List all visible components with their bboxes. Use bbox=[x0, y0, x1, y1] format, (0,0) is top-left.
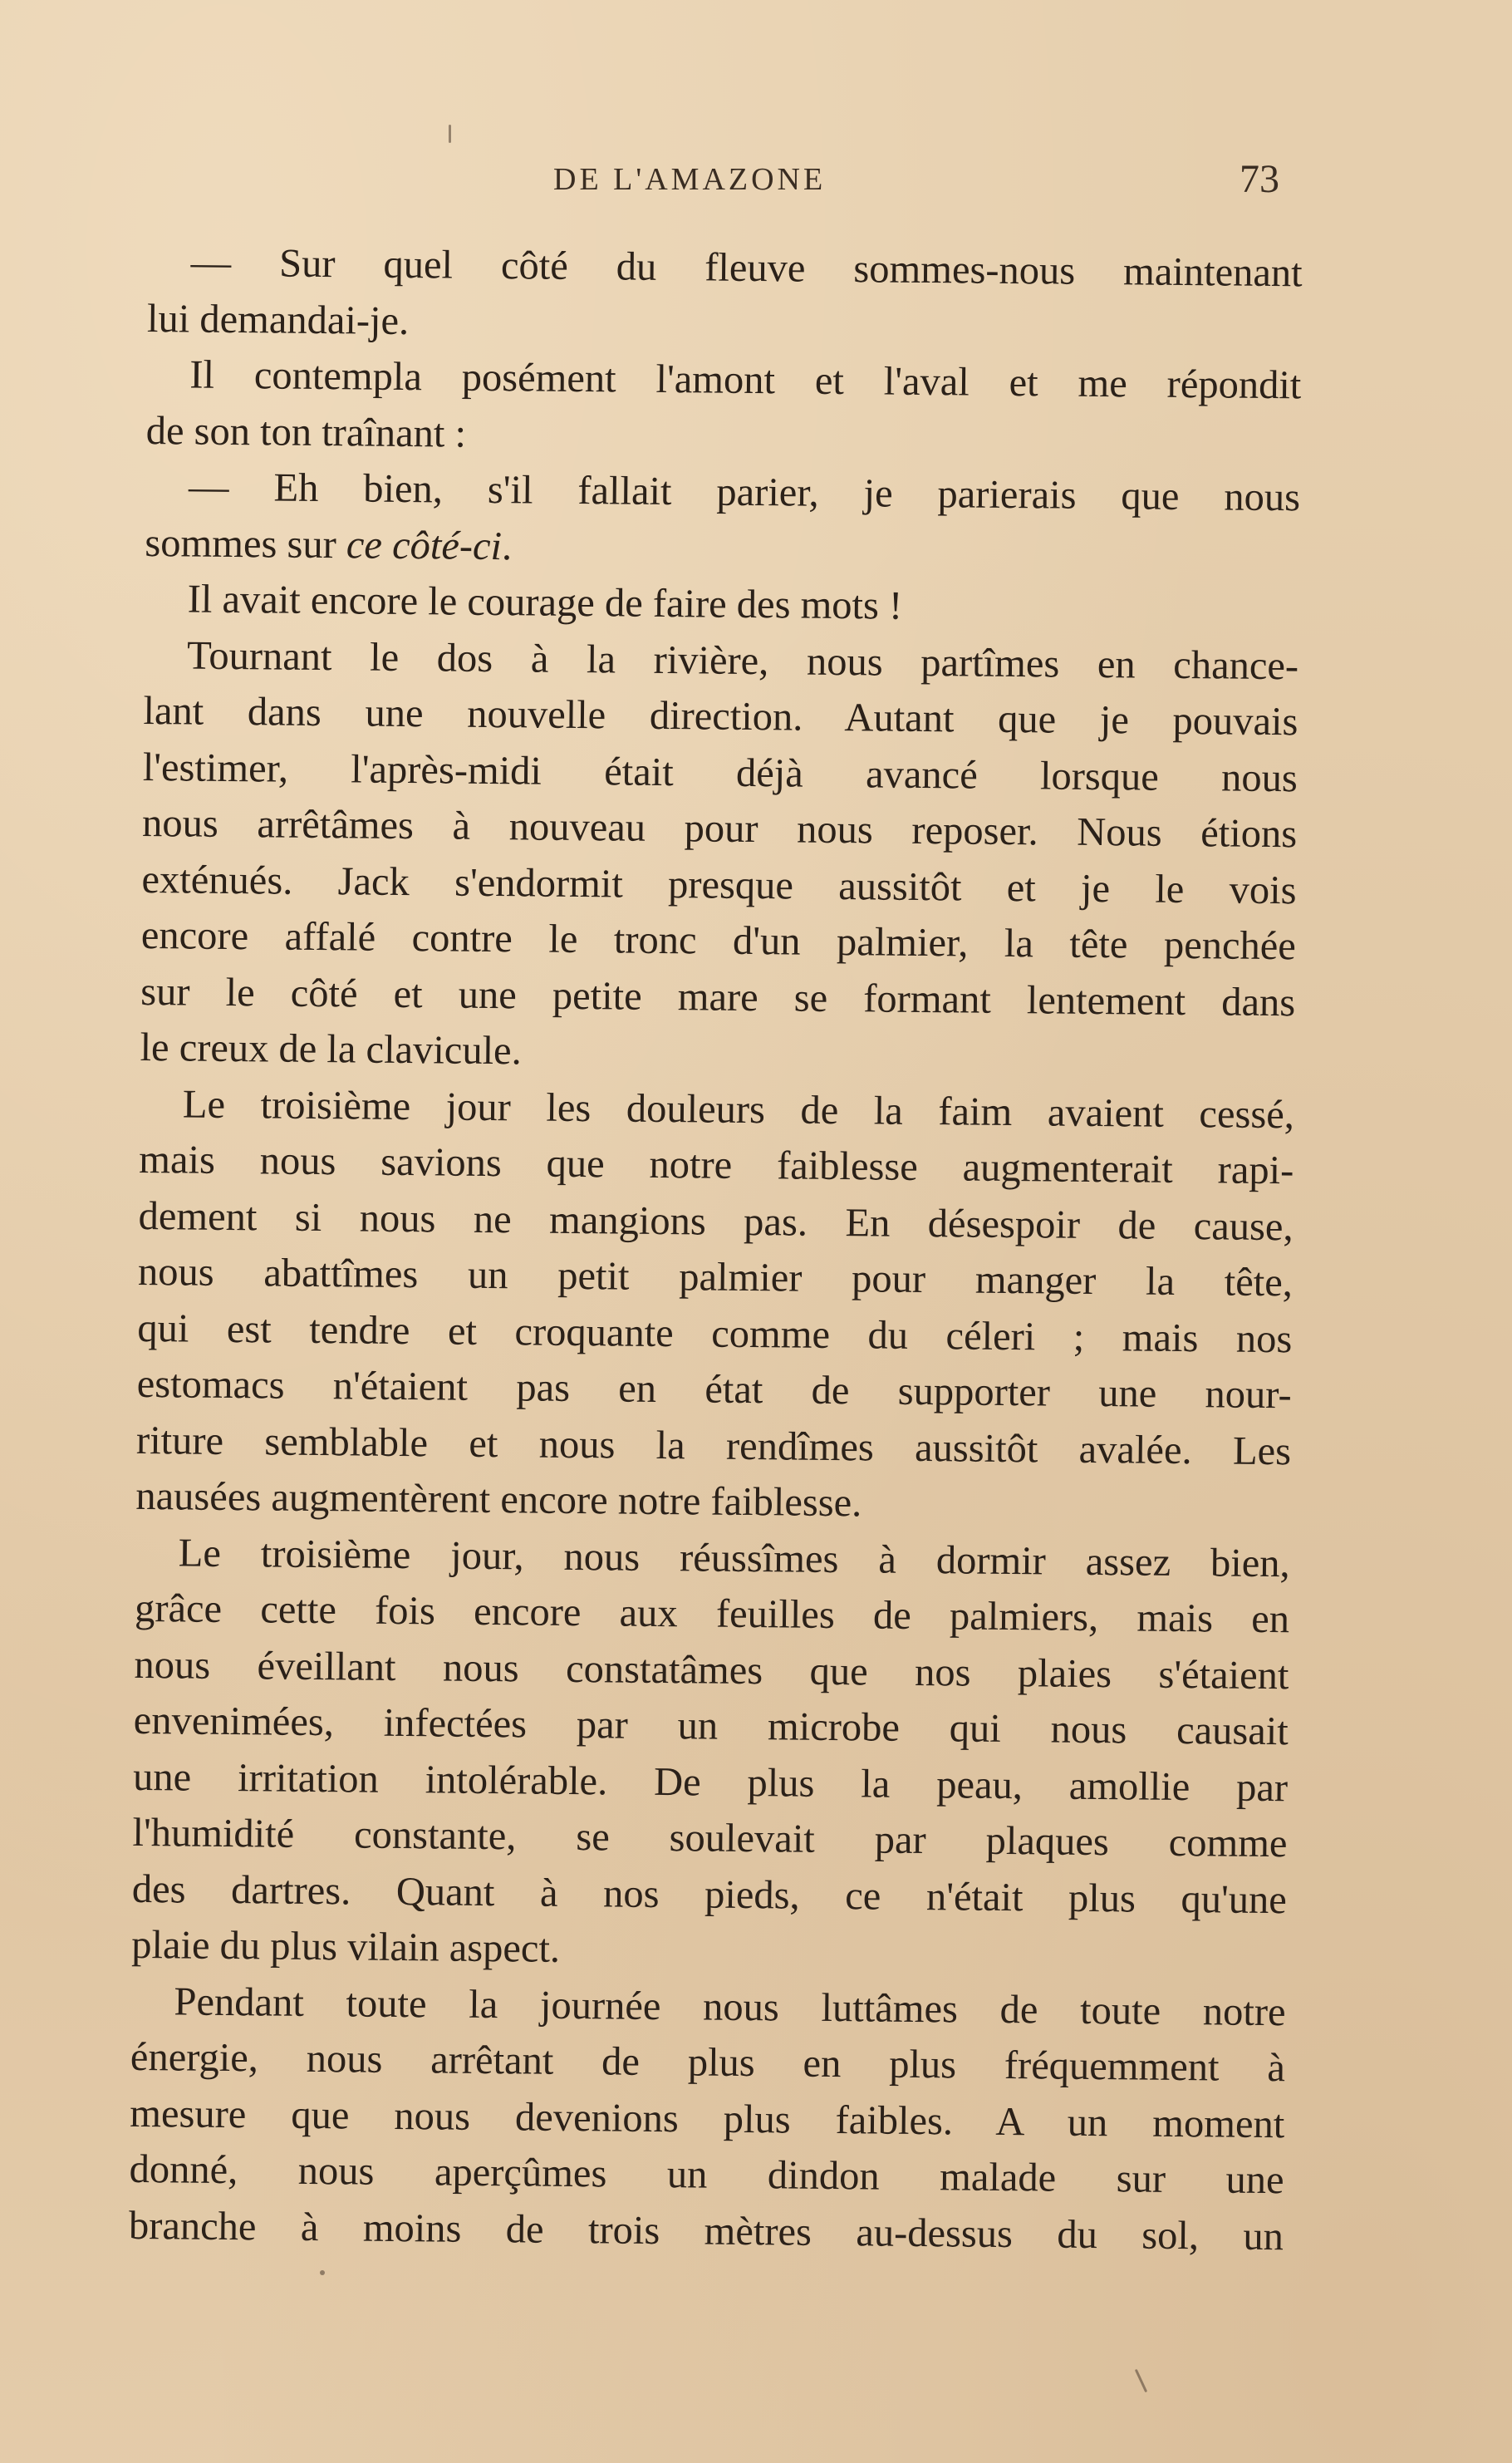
text-line: encore affalé contre le tronc d'un palmier, la tête penchée bbox=[140, 912, 1297, 969]
text-line: nous arrêtâmes à nouveau pour nous reposer. Nous étions bbox=[141, 800, 1298, 857]
body-text bbox=[129, 234, 1303, 2273]
text-line: nous éveillant nous constatâmes que nos plaies s'étaient bbox=[134, 1642, 1289, 1698]
speck bbox=[320, 2270, 325, 2275]
text-line: envenimées, infectées par un microbe qui nous causait bbox=[133, 1698, 1289, 1754]
text-line: riture semblable et nous la rendîmes aussitôt avalée. Les bbox=[135, 1418, 1292, 1473]
text-line: mesure que nous devenions plus faibles. A un moment bbox=[130, 2091, 1285, 2146]
text-line: estomacs n'étaient pas en état de supporter une nour- bbox=[136, 1361, 1292, 1418]
text-line: dement si nous ne mangions pas. En désespoir de cause, bbox=[138, 1193, 1294, 1249]
text-line: mais nous savions que notre faiblesse augmenterait rapi- bbox=[139, 1137, 1294, 1193]
speck bbox=[449, 125, 451, 143]
running-head: DE L'AMAZONE bbox=[553, 162, 827, 197]
text-line: énergie, nous arrêtant de plus en plus fréquemment à bbox=[130, 2034, 1286, 2091]
text-line: sur le côté et une petite mare se formant lentement dans bbox=[140, 969, 1296, 1025]
text-line: Tournant le dos à la rivière, nous partîmes en chance- bbox=[186, 632, 1299, 688]
text-line: lui demandai-je. bbox=[146, 296, 410, 343]
speck bbox=[1135, 2369, 1147, 2392]
text-line: l'estimer, l'après-midi était déjà avancé lorsque nous bbox=[142, 745, 1298, 800]
text-line: Pendant toute la journée nous luttâmes de toute notre bbox=[174, 1979, 1286, 2034]
text-line: l'humidité constante, se soulevait par plaques comme bbox=[132, 1810, 1288, 1866]
text-line: Le troisième jour les douleurs de la faim avaient cessé, bbox=[182, 1081, 1295, 1137]
text-line: Il avait encore le courage de faire des mots ! bbox=[187, 577, 903, 628]
text-line: exténués. Jack s'endormit presque aussitôt et je le vois bbox=[141, 857, 1297, 912]
text-line: de son ton traînant : bbox=[145, 408, 467, 456]
text-line: sommes sur ce côté-ci. bbox=[145, 520, 513, 568]
text-line: grâce cette fois encore aux feuilles de palmiers, mais en bbox=[134, 1585, 1290, 1642]
italic-phrase: ce côté-ci bbox=[346, 522, 503, 568]
text-line: branche à moins de trois mètres au-dessus du sol, un bbox=[128, 2203, 1284, 2259]
page-number: 73 bbox=[1240, 157, 1279, 201]
text-line: Le troisième jour, nous réussîmes à dormir assez bien, bbox=[178, 1530, 1290, 1585]
text-line: nausées augmentèrent encore notre faiblesse. bbox=[135, 1473, 862, 1526]
text-line: le creux de la clavicule. bbox=[140, 1025, 522, 1074]
text-line: donné, nous aperçûmes un dindon malade sur une bbox=[129, 2146, 1284, 2203]
text-line: lant dans une nouvelle direction. Autant que je pouvais bbox=[143, 688, 1298, 745]
text-line: des dartres. Quant à nos pieds, ce n'était plus qu'une bbox=[131, 1866, 1288, 1922]
text-line: plaie du plus vilain aspect. bbox=[130, 1922, 561, 1971]
text-line: — Sur quel côté du fleuve sommes-nous maintenant bbox=[190, 240, 1303, 296]
text-line: — Eh bien, s'il fallait parier, je parierais que nous bbox=[188, 465, 1301, 520]
text-line: nous abattîmes un petit palmier pour manger la tête, bbox=[137, 1249, 1294, 1305]
text-line: une irritation intolérable. De plus la peau, amollie par bbox=[132, 1754, 1289, 1810]
page-header bbox=[548, 156, 1279, 206]
text-line: qui est tendre et croquante comme du céleri ; mais nos bbox=[137, 1305, 1293, 1361]
text-line: Il contempla posément l'amont et l'aval et me répondit bbox=[189, 352, 1302, 408]
